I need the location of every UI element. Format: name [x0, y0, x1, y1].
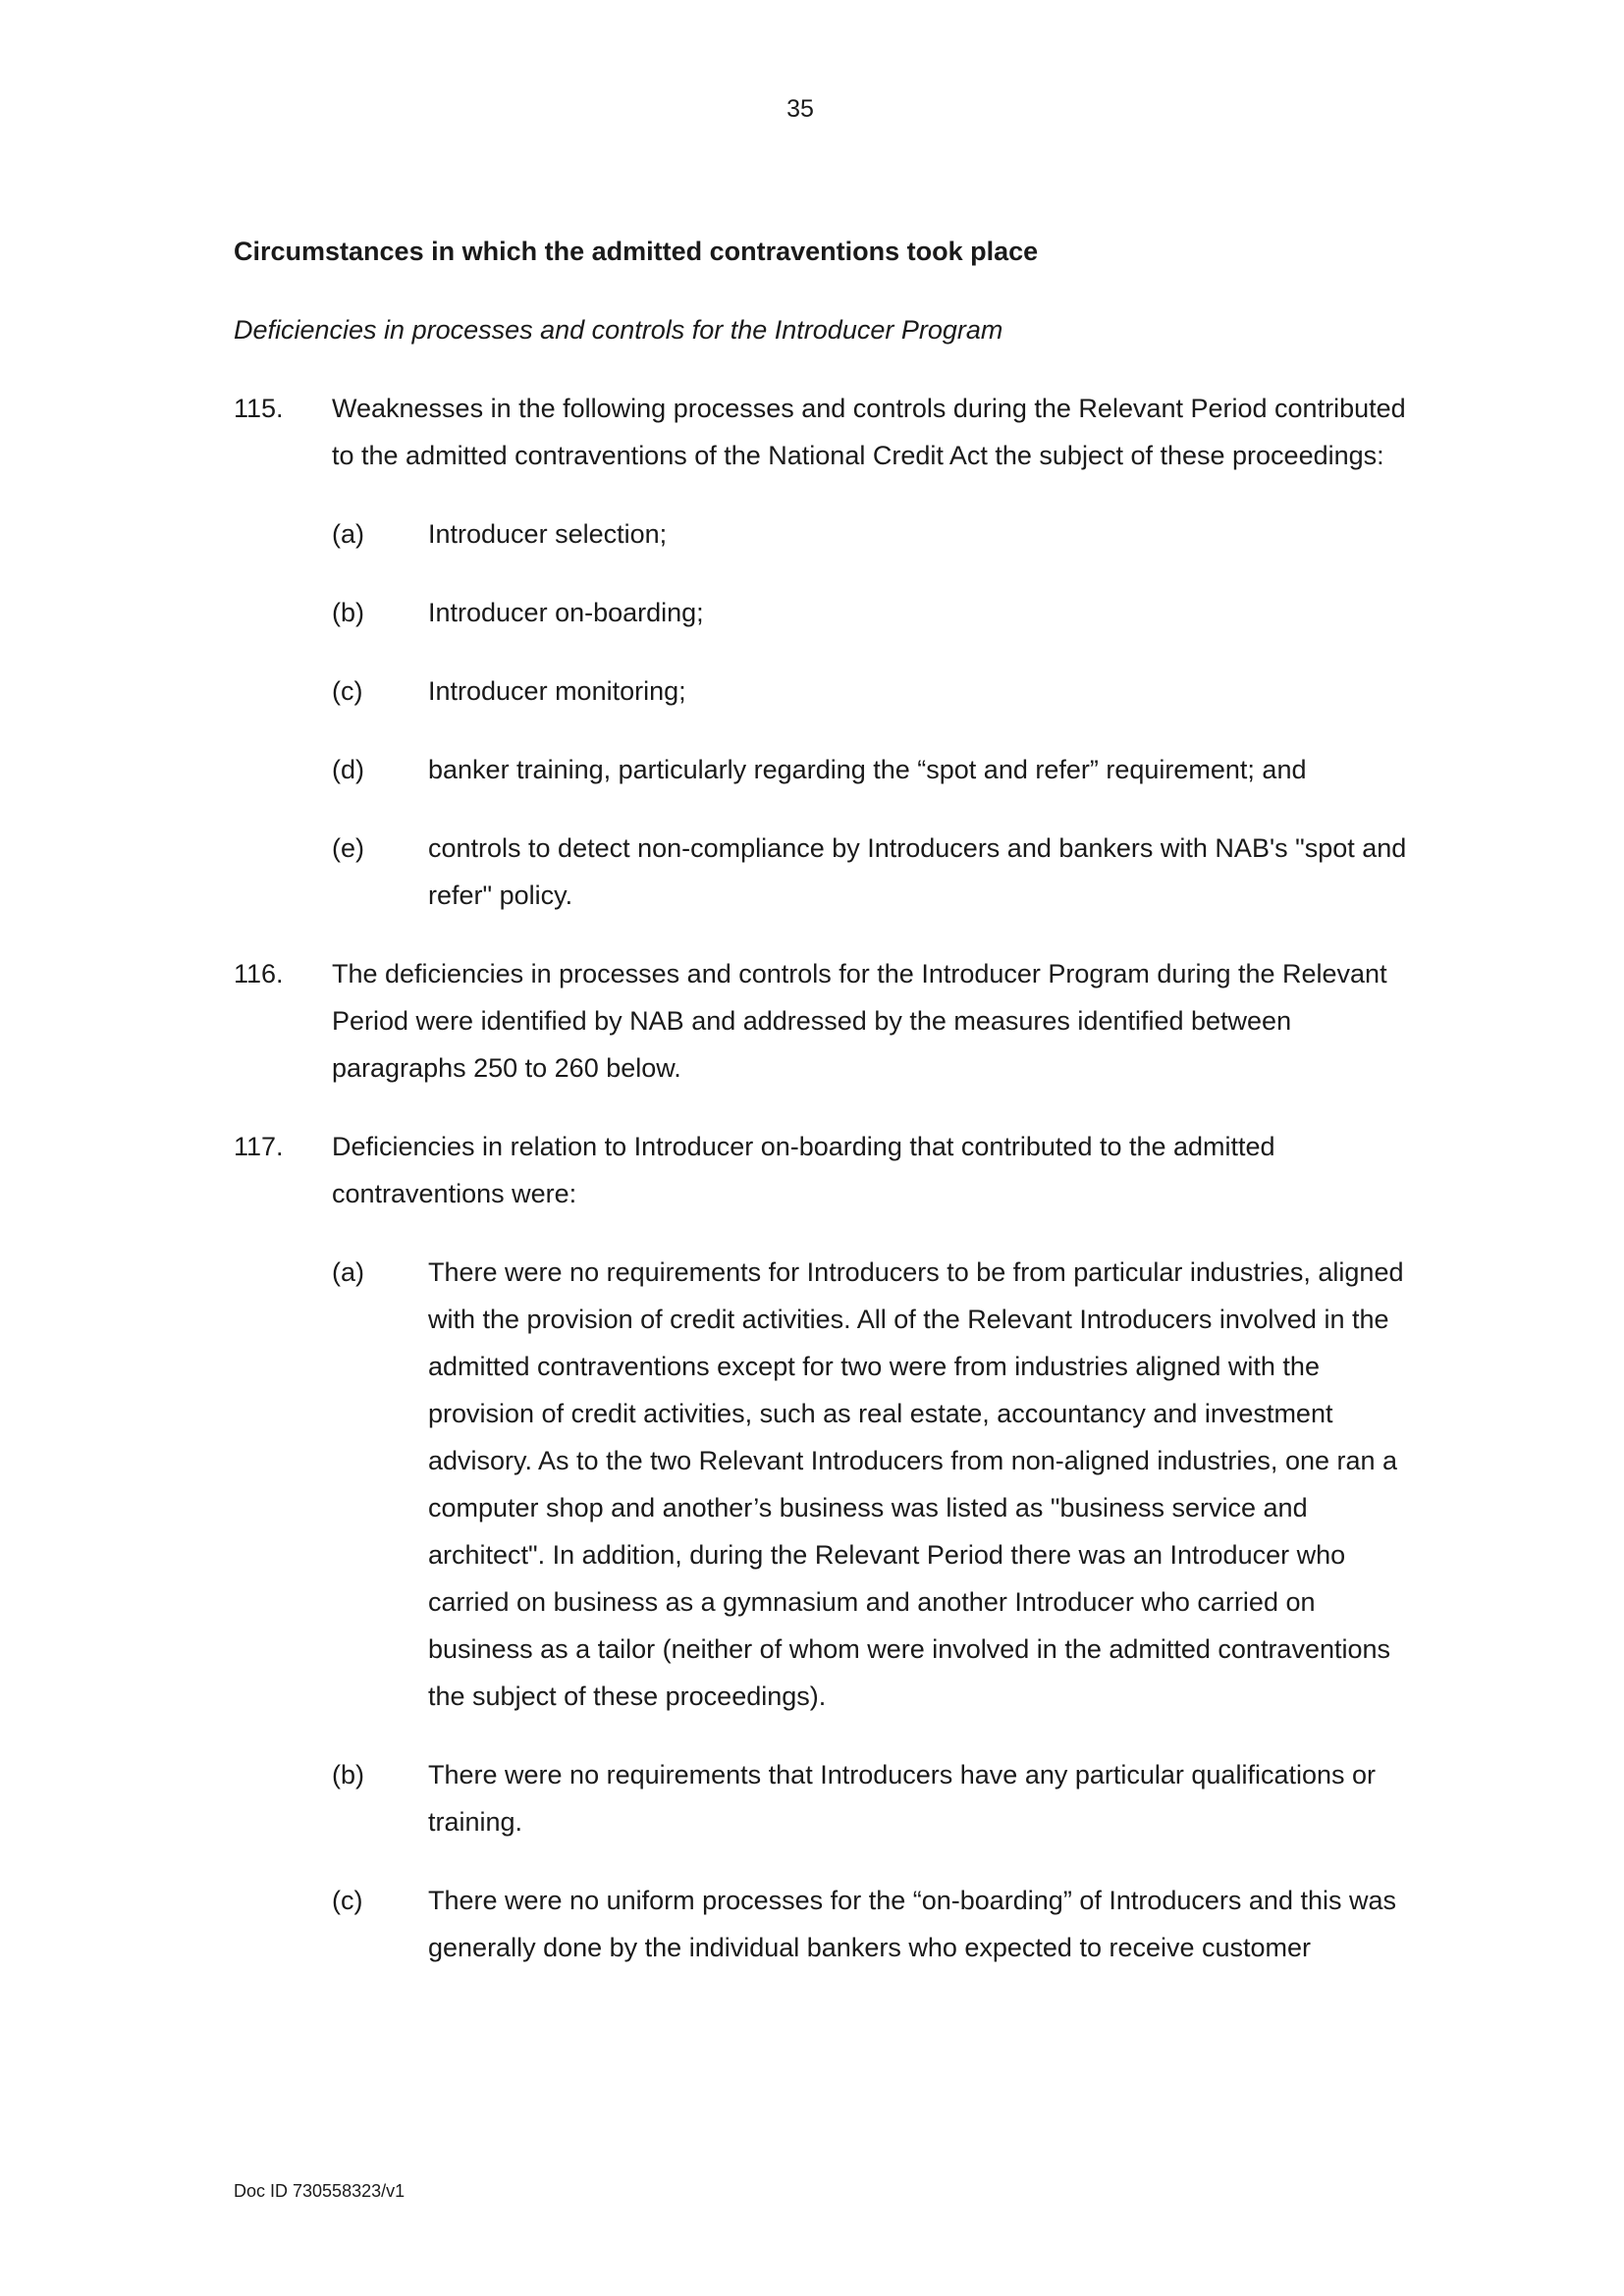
sub-list	[332, 510, 1412, 919]
list-item	[332, 1751, 1412, 1845]
item-text: banker training, particularly regarding the “spot and refer” requirement; and	[428, 755, 1307, 784]
item-text: Introducer on-boarding;	[428, 598, 704, 627]
list-item	[332, 1249, 1412, 1720]
list-item	[332, 825, 1412, 919]
paragraph-number: 116.	[234, 959, 284, 988]
item-text: There were no requirements for Introducers to be from particular industries, aligned with the provision of credit activities. All of the Relevant Introducers involved in the admitted contraventions except for two were from industries aligned with the provision of credit activities, such as real estate, accountancy and investment advisory. As to the two Relevant Introducers from non-aligned industries, one ran a computer shop and another’s business was listed as "business service and architect". In addition, during the Relevant Period there was an Introducer who carried on business as a gymnasium and another Introducer who carried on business as a tailor (neither of whom were involved in the admitted contraventions the subject of these proceedings).	[428, 1257, 1404, 1711]
page-number: 35	[786, 95, 814, 123]
item-text: controls to detect non-compliance by Introducers and bankers with NAB's "spot and refer" policy.	[428, 833, 1407, 910]
item-label: (c)	[332, 1886, 363, 1915]
section-heading: Circumstances in which the admitted contraventions took place	[234, 237, 1039, 266]
item-label: (e)	[332, 833, 364, 863]
paragraph-text: Weaknesses in the following processes and controls during the Relevant Period contributed to the admitted contraventions of the National Credit Act the subject of these proceedings:	[332, 394, 1406, 470]
item-text: Introducer selection;	[428, 519, 668, 549]
list-item	[332, 667, 1412, 715]
sub-list	[332, 1249, 1412, 1971]
paragraph-117	[234, 1123, 1412, 1971]
paragraph-116	[234, 950, 1412, 1092]
item-text: Introducer monitoring;	[428, 676, 686, 706]
list-item	[332, 510, 1412, 558]
paragraph-number: 115.	[234, 394, 284, 423]
document-footer-id: Doc ID 730558323/v1	[234, 2181, 406, 2201]
list-item	[332, 746, 1412, 793]
item-text: There were no requirements that Introducers have any particular qualifications or training.	[428, 1760, 1376, 1837]
document-body	[234, 228, 1412, 2002]
item-text: There were no uniform processes for the “on-boarding” of Introducers and this was generally done by the individual bankers who expected to receive customer	[428, 1886, 1396, 1962]
item-label: (c)	[332, 676, 363, 706]
list-item	[332, 589, 1412, 636]
paragraph-115	[234, 385, 1412, 919]
item-label: (a)	[332, 1257, 364, 1287]
list-item	[332, 1877, 1412, 1971]
item-label: (a)	[332, 519, 364, 549]
paragraph-text: Deficiencies in relation to Introducer on-boarding that contributed to the admitted contraventions were:	[332, 1132, 1275, 1208]
section-subheading: Deficiencies in processes and controls for the Introducer Program	[234, 315, 1003, 345]
item-label: (b)	[332, 598, 364, 627]
paragraph-number: 117.	[234, 1132, 284, 1161]
item-label: (d)	[332, 755, 364, 784]
paragraph-text: The deficiencies in processes and controls for the Introducer Program during the Relevant Period were identified by NAB and addressed by the measures identified between paragraphs 250 to 260 below.	[332, 959, 1387, 1083]
item-label: (b)	[332, 1760, 364, 1789]
